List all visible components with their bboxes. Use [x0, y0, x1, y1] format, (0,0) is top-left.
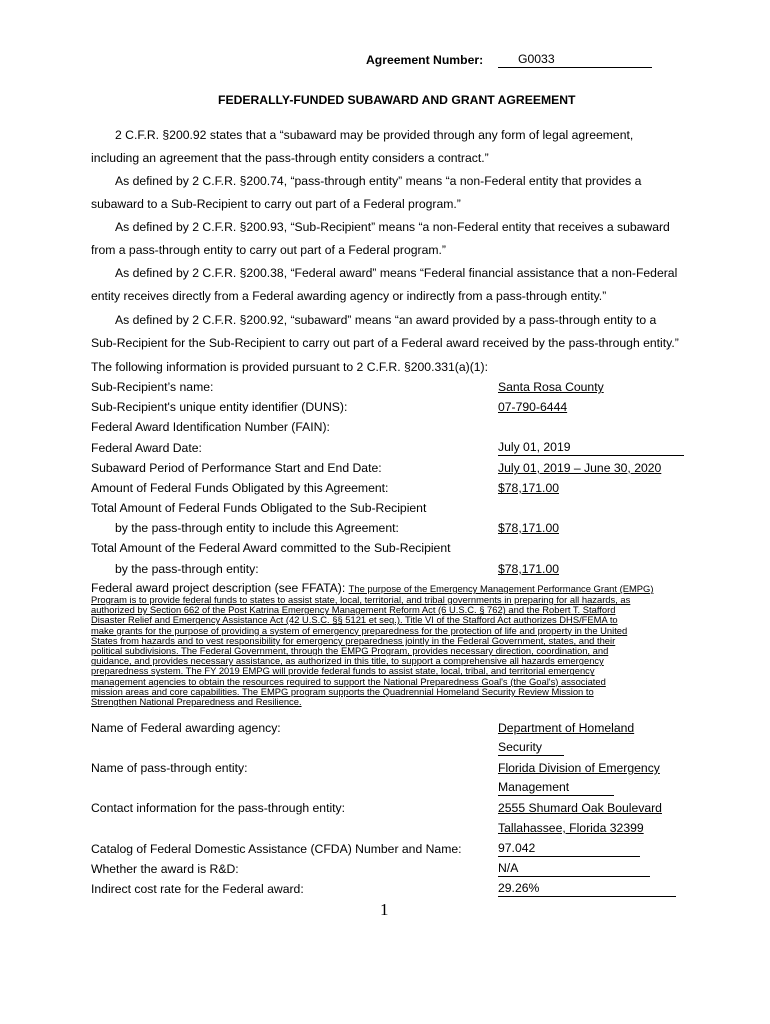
field-value: Tallahassee, Florida 32399 — [498, 821, 644, 835]
field-total-committed-line2 — [91, 561, 691, 578]
field-label: Sub-Recipient's unique entity identifier (DUNS): — [91, 400, 348, 414]
field-awarding-agency — [91, 720, 691, 737]
field-pass-through-entity — [91, 760, 691, 777]
field-award-date — [91, 440, 691, 457]
project-description-line: States from hazards and to vest responsibility for emergency preparedness jointly in the Federal Government, states, and their — [91, 634, 616, 646]
project-description-lead: The purpose of the Emergency Management Performance Grant (EMPG) — [348, 583, 654, 594]
field-fain — [91, 419, 691, 436]
field-total-committed-line1 — [91, 540, 691, 557]
info-intro: The following information is provided pursuant to 2 C.F.R. §200.331(a)(1): — [91, 360, 488, 374]
paragraph-subaward-definition: 2 C.F.R. §200.92 states that a “subaward may be provided through any form of legal agreement, including an agreement that the pass-through entity considers a contract.” — [91, 128, 634, 165]
paragraph-sub-recipient-definition: As defined by 2 C.F.R. §200.93, “Sub-Recipient” means “a non-Federal entity that receives a subaward from a pass-through entity to carry out part of a Federal program.” — [91, 220, 670, 257]
page-title: FEDERALLY-FUNDED SUBAWARD AND GRANT AGREEMENT — [218, 93, 576, 107]
project-description-body — [91, 595, 691, 707]
project-description-label: Federal award project description (see FFATA): — [91, 581, 349, 595]
field-total-obligated-line2 — [91, 520, 691, 537]
field-value: Security — [498, 740, 564, 756]
field-label: Whether the award is R&D: — [91, 862, 239, 876]
page-number: 1 — [380, 900, 389, 919]
field-sub-recipient-name — [91, 379, 691, 396]
field-label: by the pass-through entity: — [115, 562, 259, 576]
project-description-line: make grants for the purpose of providing a system of emergency preparedness for the protection of life and property in the United — [91, 624, 628, 636]
field-value: 97.042 — [498, 841, 640, 857]
field-value: July 01, 2019 — [498, 440, 684, 456]
field-label: Catalog of Federal Domestic Assistance (CFDA) Number and Name: — [91, 842, 462, 856]
field-awarding-agency-cont — [91, 740, 691, 757]
field-label: Total Amount of the Federal Award committed to the Sub-Recipient — [91, 541, 451, 555]
field-value: $78,171.00 — [498, 481, 559, 495]
field-value: Management — [498, 780, 614, 796]
field-label: Indirect cost rate for the Federal award: — [91, 882, 304, 896]
project-description-line: mission areas and core capabilities. The EMPG program supports the Quadrennial Homeland Security Review Mission to — [91, 685, 594, 697]
paragraph-pass-through-definition: As defined by 2 C.F.R. §200.74, “pass-through entity” means “a non-Federal entity that provides a subaward to a Sub-Recipient to carry out part of a Federal program.” — [91, 174, 642, 211]
field-cfda — [91, 841, 691, 858]
paragraph-subaward-award-definition: As defined by 2 C.F.R. §200.92, “subaward” means “an award provided by a pass-through entity to a Sub-Recipient for the Sub-Recipient to carry out part of a Federal award received by the pass-through entity.” — [91, 313, 679, 350]
field-label: Federal Award Identification Number (FAIN): — [91, 420, 330, 434]
field-value: 2555 Shumard Oak Boulevard — [498, 801, 662, 815]
field-rnd — [91, 861, 691, 878]
field-value: $78,171.00 — [498, 562, 559, 576]
agreement-number-value: G0033 — [498, 52, 652, 68]
field-pass-through-entity-cont — [91, 780, 691, 797]
field-label: Total Amount of Federal Funds Obligated to the Sub-Recipient — [91, 501, 427, 515]
project-description — [91, 581, 691, 707]
field-value: July 01, 2019 – June 30, 2020 — [498, 461, 662, 475]
field-total-obligated-line1 — [91, 500, 691, 517]
field-label: Amount of Federal Funds Obligated by this Agreement: — [91, 481, 389, 495]
project-description-line: guidance, and provides necessary assistance, as authorized in this title, to support a comprehensive all hazards emergency — [91, 655, 604, 667]
field-value: N/A — [498, 861, 650, 877]
field-label: Name of Federal awarding agency: — [91, 721, 281, 735]
project-description-line: management agencies to obtain the resources required to support the National Preparedness Goal's (the Goal's) associated — [91, 675, 606, 687]
field-label: Name of pass-through entity: — [91, 761, 248, 775]
field-contact-info-cont — [91, 820, 691, 837]
project-description-line: Disaster Relief and Emergency Assistance Act (42 U.S.C. §§ 5121 et seq.). Title VI of the Stafford Act authorizes DHS/FEMA to — [91, 614, 618, 626]
agreement-number-label: Agreement Number: — [366, 53, 484, 67]
field-value: $78,171.00 — [498, 521, 559, 535]
field-contact-info — [91, 800, 691, 817]
project-description-line: Strengthen National Preparedness and Resilience. — [91, 696, 302, 708]
field-duns — [91, 399, 691, 416]
field-value: Santa Rosa County — [498, 380, 604, 394]
field-label: Federal Award Date: — [91, 441, 202, 455]
paragraph-federal-award-definition: As defined by 2 C.F.R. §200.38, “Federal award” means “Federal financial assistance that a non-Federal entity receives directly from a Federal awarding agency or indirectly from a pass-through entity.” — [91, 266, 678, 303]
field-value: 29.26% — [498, 881, 676, 897]
field-value: Florida Division of Emergency — [498, 761, 660, 775]
field-value: Department of Homeland — [498, 721, 635, 735]
field-obligated — [91, 480, 691, 497]
project-description-line: authorized by Section 662 of the Post Katrina Emergency Management Reform Act (6 U.S.C. § 762) and the Robert T. Stafford — [91, 604, 616, 616]
field-period — [91, 460, 691, 477]
field-label: by the pass-through entity to include this Agreement: — [115, 521, 399, 535]
field-label: Contact information for the pass-through entity: — [91, 801, 346, 815]
project-description-line: Program is to provide federal funds to states to assist state, local, territorial, and tribal governments in preparing for all hazards, as — [91, 594, 631, 605]
field-value: 07-790-6444 — [498, 400, 568, 414]
project-description-line: political subdivisions. The Federal Government, through the EMPG Program, provides necessary direction, coordination, and — [91, 645, 609, 657]
field-label: Sub-Recipient’s name: — [91, 380, 214, 394]
field-label: Subaward Period of Performance Start and End Date: — [91, 461, 382, 475]
field-indirect-cost — [91, 881, 691, 898]
project-description-line: preparedness system. The FY 2019 EMPG will provide federal funds to assist state, local, tribal, and territorial emergency — [91, 665, 595, 677]
